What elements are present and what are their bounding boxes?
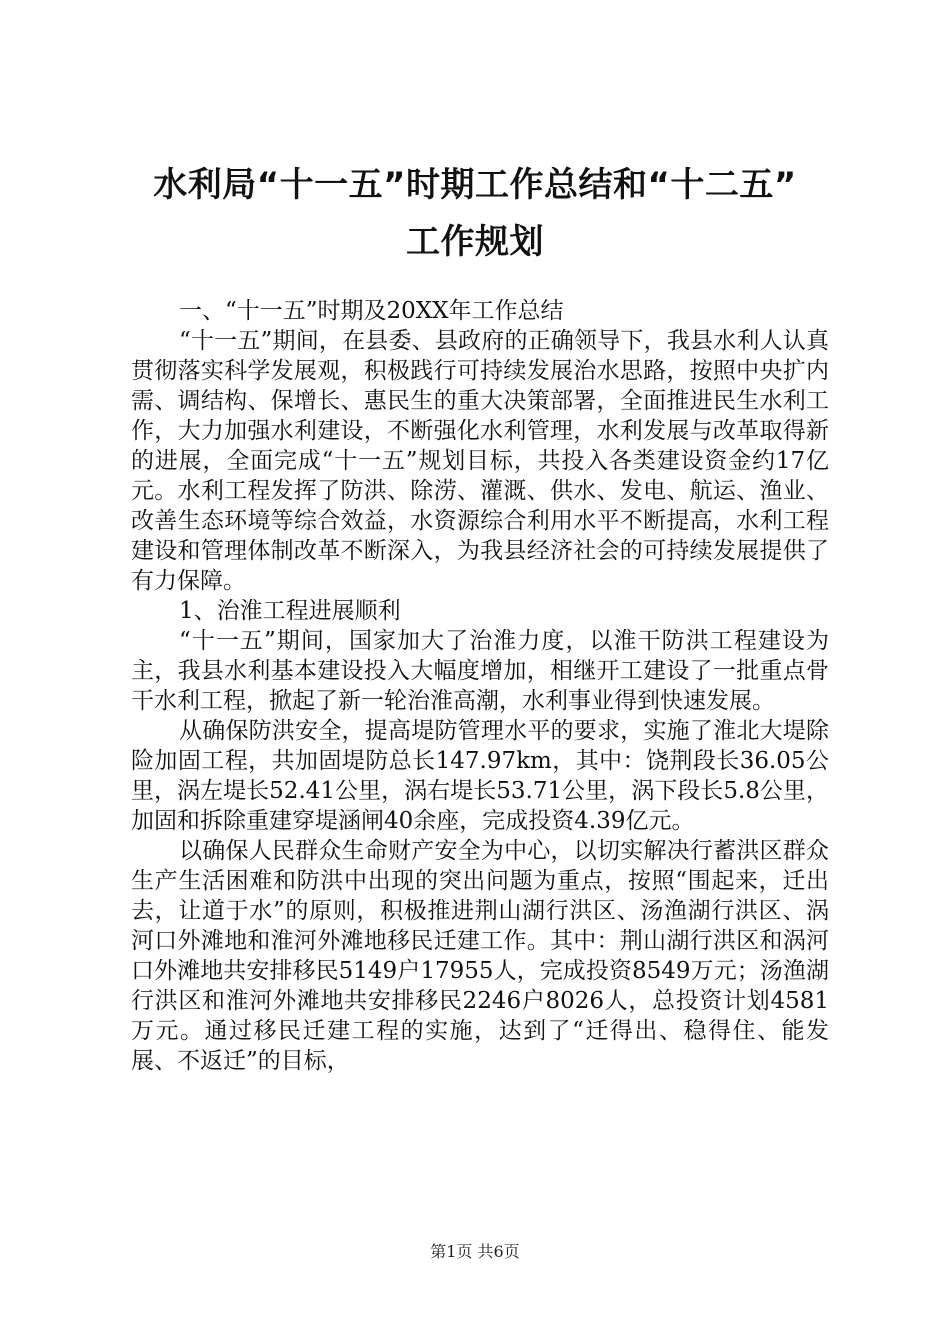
page-footer: 第1页 共6页 <box>430 1242 520 1261</box>
document-title-line-2: 工作规划 <box>406 222 544 262</box>
document-body <box>131 296 829 1076</box>
paragraph-embankment: 从确保防洪安全，提高堤防管理水平的要求，实施了淮北大堤除险加固工程，共加固堤防总长147.97km，其中：饶荆段长36.05公里，涡左堤长52.41公里，涡右堤长53.71公里，涡下段长5.8公里，加固和拆除重建穿堤涵闸40余座，完成投资4.39亿元。 <box>131 718 829 834</box>
subheading-huai-river: 1、治淮工程进展顺利 <box>179 598 401 624</box>
section-heading: 一、“十一五”时期及20XX年工作总结 <box>179 298 564 324</box>
document-title-line-1: 水利局“十一五”时期工作总结和“十二五” <box>153 165 797 205</box>
paragraph-huai-investment: “十一五”期间，国家加大了治淮力度，以淮干防洪工程建设为主，我县水利基本建设投入大幅度增加，相继开工建设了一批重点骨干水利工程，掀起了新一轮治淮高潮，水利事业得到快速发展。 <box>131 628 829 714</box>
paragraph-resettlement: 以确保人民群众生命财产安全为中心，以切实解决行蓄洪区群众生产生活困难和防洪中出现的突出问题为重点，按照“围起来，迁出去，让道于水”的原则，积极推进荆山湖行洪区、汤渔湖行洪区、涡河口外滩地和淮河外滩地移民迁建工作。其中：荆山湖行洪区和涡河口外滩地共安排移民5149户17955人，完成投资8549万元；汤渔湖行洪区和淮河外滩地共安排移民2246户8026人，总投资计划4581万元。通过移民迁建工程的实施，达到了“迁得出、稳得住、能发展、不返迁”的目标， <box>131 838 829 1074</box>
paragraph-summary: “十一五”期间，在县委、县政府的正确领导下，我县水利人认真贯彻落实科学发展观，积极践行可持续发展治水思路，按照中央扩内需、调结构、保增长、惠民生的重大决策部署，全面推进民生水利工作，大力加强水利建设，不断强化水利管理，水利发展与改革取得新的进展，全面完成“十一五”规划目标，共投入各类建设资金约17亿元。水利工程发挥了防洪、除涝、灌溉、供水、发电、航运、渔业、改善生态环境等综合效益，水资源综合利用水平不断提高，水利工程建设和管理体制改革不断深入，为我县经济社会的可持续发展提供了有力保障。 <box>131 328 829 594</box>
